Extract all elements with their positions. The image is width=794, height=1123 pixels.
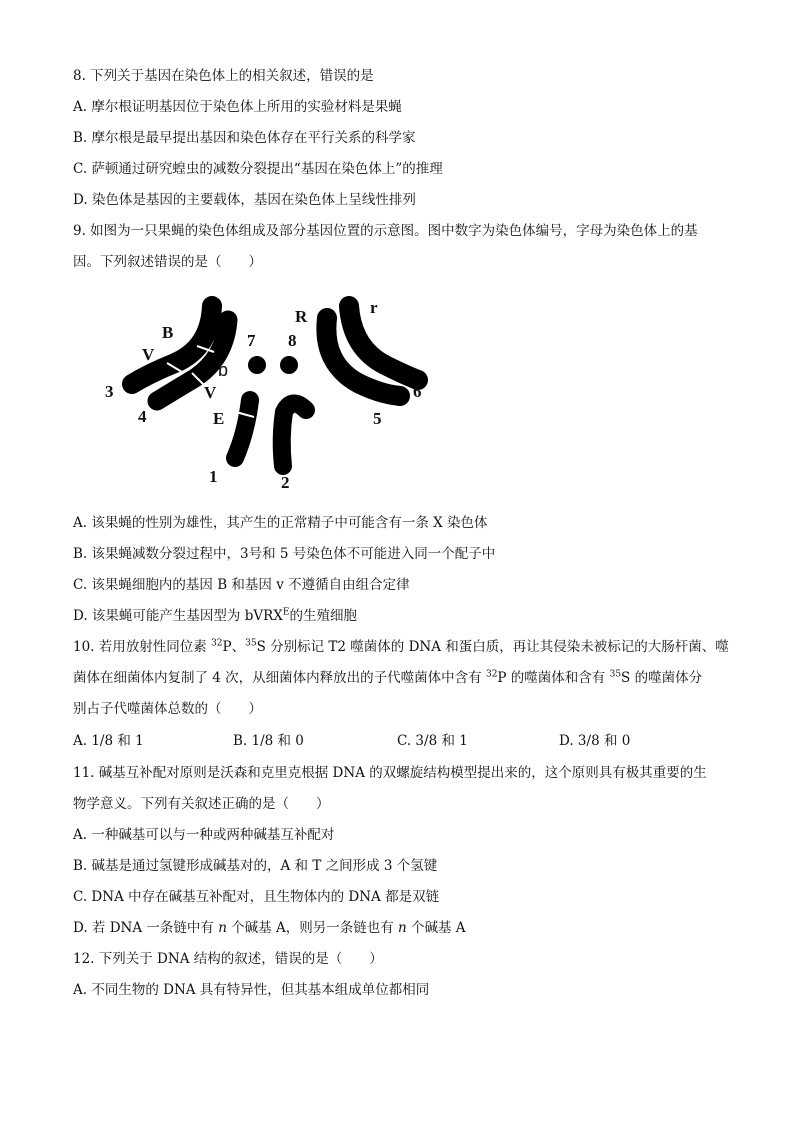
label-chromosome-6: 6 (413, 382, 422, 401)
q11-stem-line2: 物学意义。下列有关叙述正确的是（ ） (73, 796, 330, 812)
chromosome-6 (349, 306, 418, 380)
label-chromosome-2: 2 (281, 473, 290, 492)
q8-option-d: D. 染色体是基因的主要载体，基因在染色体上呈线性排列 (73, 192, 416, 208)
label-gene-V-upper: V (142, 345, 155, 364)
q11-option-b: B. 碱基是通过氢键形成碱基对的，A 和 T 之间形成 3 个氢键 (73, 858, 438, 874)
label-gene-r: r (370, 298, 378, 317)
q9-option-c: C. 该果蝇细胞内的基因 B 和基因 v 不遵循自由组合定律 (73, 577, 410, 593)
chromosome-diagram (100, 288, 440, 493)
q11-option-a: A. 一种碱基可以与一种或两种碱基互补配对 (73, 827, 335, 843)
label-chromosome-3: 3 (105, 382, 114, 401)
label-gene-B: B (162, 323, 174, 342)
q8-option-b: B. 摩尔根是最早提出基因和染色体存在平行关系的科学家 (73, 130, 416, 146)
q9-option-d: D. 该果蝇可能产生基因型为 bVRX$^E$的生殖细胞 (73, 607, 357, 624)
q12-option-a: A. 不同生物的 DNA 具有特异性，但其基本组成单位都相同 (73, 982, 430, 998)
label-chromosome-8: 8 (288, 331, 297, 350)
q10-option-c: C. 3/8 和 1 (397, 733, 468, 749)
q9-stem-line1: 9. 如图为一只果蝇的染色体组成及部分基因位置的示意图。图中数字为染色体编号，字母为染色体上的基 (73, 223, 698, 239)
label-gene-V-lower: V (204, 383, 217, 402)
label-chromosome-1: 1 (209, 467, 218, 486)
q10-stem-line3: 别占子代噬菌体总数的（ ） (73, 701, 262, 717)
q11-option-c: C. DNA 中存在碱基互补配对，且生物体内的 DNA 都是双链 (73, 889, 440, 905)
q9-option-a: A. 该果蝇的性别为雄性，其产生的正常精子中可能含有一条 X 染色体 (73, 515, 488, 531)
q8-option-c: C. 萨顿通过研究蝗虫的减数分裂提出“基因在染色体上”的推理 (73, 161, 443, 177)
q10-option-d: D. 3/8 和 0 (559, 733, 631, 749)
q9-option-b: B. 该果蝇减数分裂过程中，3号和 5 号染色体不可能进入同一个配子中 (73, 546, 496, 562)
q8-option-a: A. 摩尔根证明基因位于染色体上所用的实验材料是果蝇 (73, 99, 402, 115)
q10-stem-line2: 菌体在细菌体内复制了 4 次，从细菌体内释放出的子代噬菌体中含有 $^{32}$P 的噬菌体和含有 $^{35}$S 的噬菌体分 (73, 669, 703, 686)
label-chromosome-4: 4 (138, 407, 147, 426)
q10-option-a: A. 1/8 和 1 (73, 733, 144, 749)
label-gene-R: R (295, 307, 308, 326)
label-chromosome-7: 7 (247, 331, 256, 350)
chromosome-7 (248, 356, 266, 374)
chromosome-8 (280, 356, 298, 374)
label-chromosome-5: 5 (373, 409, 382, 428)
q11-stem-line1: 11. 碱基互补配对原则是沃森和克里克根据 DNA 的双螺旋结构模型提出来的，这个原则具有极其重要的生 (73, 765, 707, 781)
label-gene-E: E (213, 409, 225, 428)
chromosome-1 (235, 400, 250, 458)
chromosome-2 (282, 403, 306, 466)
q12-stem: 12. 下列关于 DNA 结构的叙述，错误的是（ ） (73, 951, 383, 967)
q10-option-b: B. 1/8 和 0 (233, 733, 304, 749)
chromosome-figure (100, 288, 440, 493)
q9-d-superscript: E (282, 607, 290, 618)
q10-stem-line1: 10. 若用放射性同位素 $^{32}$P、$^{35}$S 分别标记 T2 噬菌体的 DNA 和蛋白质，再让其侵染未被标记的大肠杆菌、噬 (73, 638, 729, 655)
q8-stem: 8. 下列关于基因在染色体上的相关叙述，错误的是 (73, 68, 374, 84)
q9-stem-line2: 因。下列叙述错误的是（ ） (73, 254, 262, 270)
label-gene-b: b (218, 360, 229, 380)
q11-option-d: D. 若 DNA 一条链中有 n 个碱基 A，则另一条链也有 n 个碱基 A (73, 920, 466, 936)
